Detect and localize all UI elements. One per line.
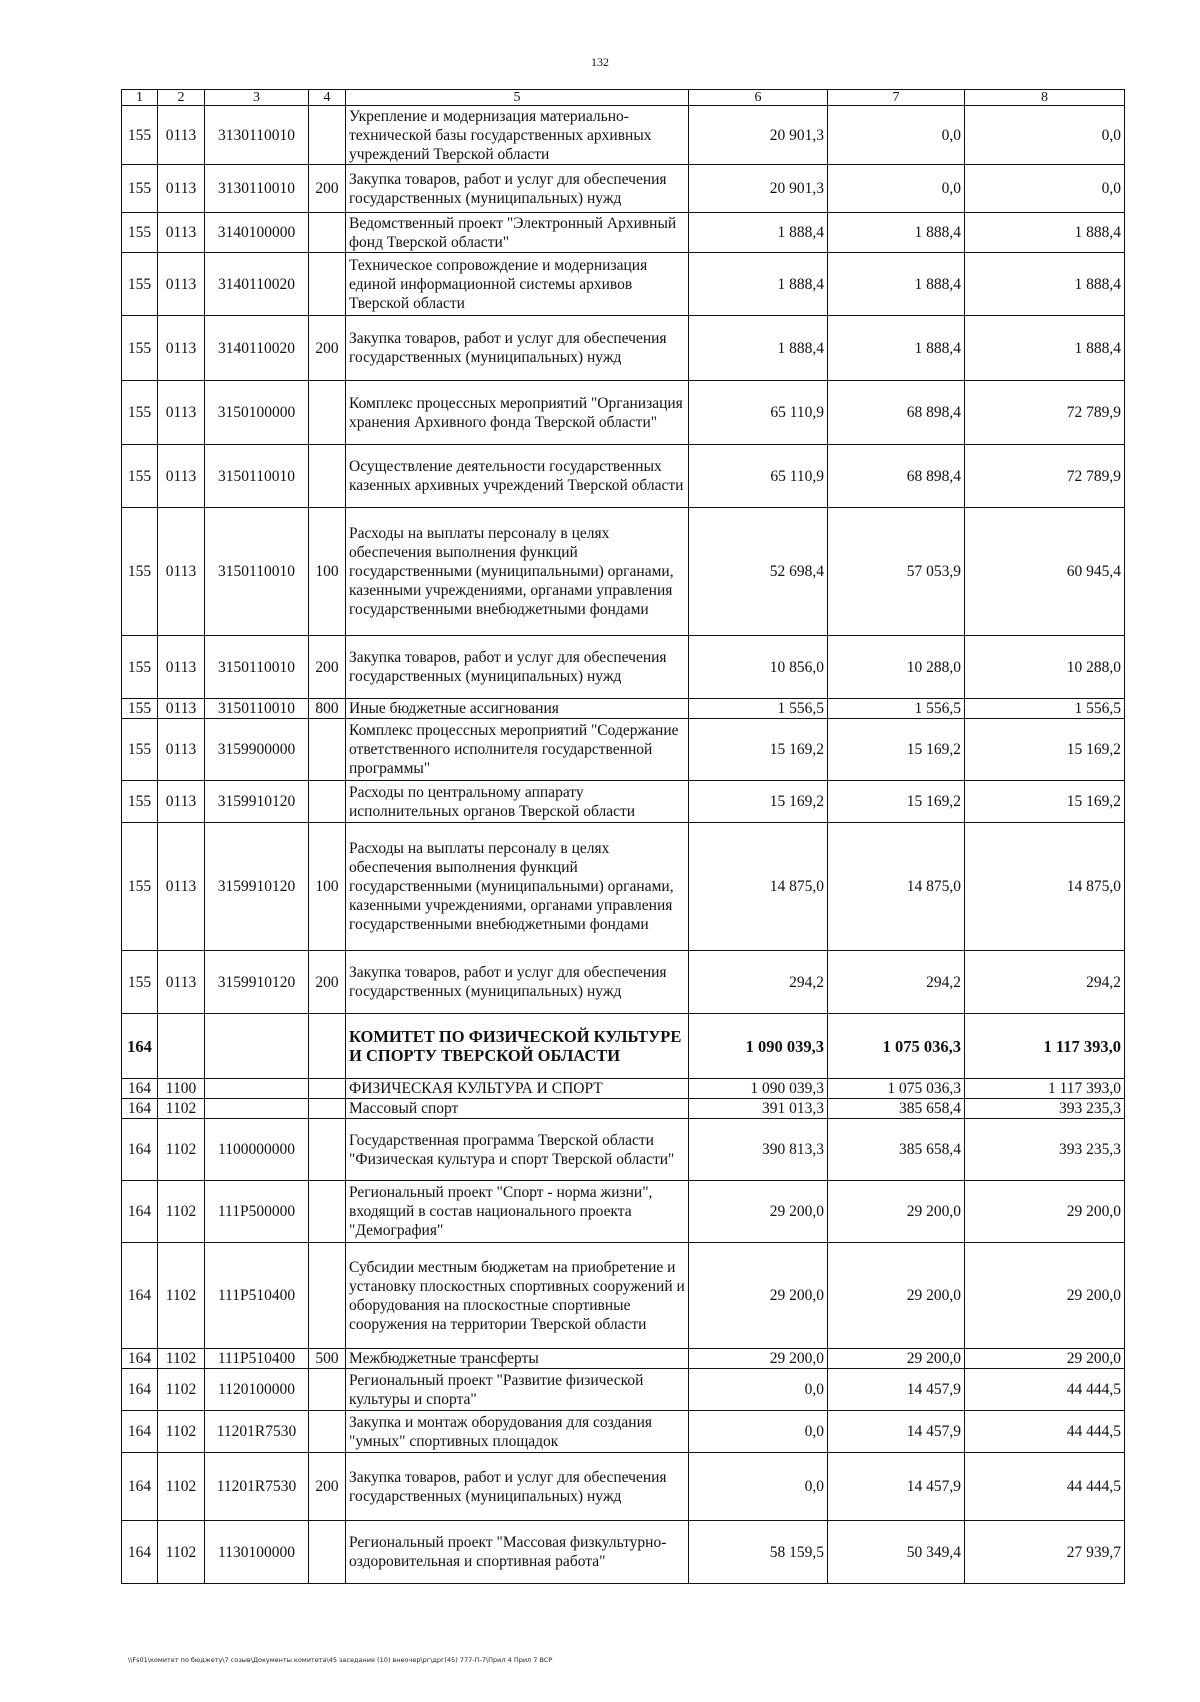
ministry-code-cell: 155 bbox=[122, 316, 158, 381]
amount-year2-cell: 15 169,2 bbox=[828, 781, 965, 823]
expense-type-cell bbox=[309, 1411, 346, 1453]
target-article-cell: 111P510400 bbox=[205, 1349, 309, 1369]
amount-year1-cell: 10 856,0 bbox=[689, 636, 828, 699]
header-cell: 2 bbox=[158, 90, 205, 106]
expense-type-cell: 800 bbox=[309, 699, 346, 719]
section-code-cell: 1102 bbox=[158, 1521, 205, 1584]
description-cell: Субсидии местным бюджетам на приобретение и установку плоскостных спортивных сооружений и оборудования на плоскостные спортивные сооружения на территории Тверской области bbox=[346, 1243, 689, 1349]
table-row bbox=[122, 1411, 1125, 1453]
description-cell: Закупка товаров, работ и услуг для обеспечения государственных (муниципальных) нужд bbox=[346, 1453, 689, 1521]
section-code-cell: 0113 bbox=[158, 165, 205, 213]
description-cell: ФИЗИЧЕСКАЯ КУЛЬТУРА И СПОРТ bbox=[346, 1079, 689, 1099]
table-row bbox=[122, 508, 1125, 636]
table-row bbox=[122, 445, 1125, 508]
section-code-cell: 1102 bbox=[158, 1369, 205, 1411]
ministry-code-cell: 155 bbox=[122, 106, 158, 165]
description-cell: Иные бюджетные ассигнования bbox=[346, 699, 689, 719]
amount-year3-cell: 0,0 bbox=[965, 106, 1125, 165]
ministry-code-cell: 155 bbox=[122, 445, 158, 508]
amount-year1-cell: 294,2 bbox=[689, 951, 828, 1014]
section-code-cell: 0113 bbox=[158, 699, 205, 719]
table-row bbox=[122, 213, 1125, 253]
target-article-cell: 3150110010 bbox=[205, 699, 309, 719]
amount-year3-cell: 1 888,4 bbox=[965, 213, 1125, 253]
target-article-cell bbox=[205, 1079, 309, 1099]
ministry-code-cell: 155 bbox=[122, 213, 158, 253]
table-body bbox=[122, 106, 1125, 1584]
amount-year3-cell: 393 235,3 bbox=[965, 1119, 1125, 1181]
section-code-cell: 1102 bbox=[158, 1243, 205, 1349]
description-cell: Осуществление деятельности государственных казенных архивных учреждений Тверской области bbox=[346, 445, 689, 508]
amount-year2-cell: 14 875,0 bbox=[828, 823, 965, 951]
amount-year1-cell: 65 110,9 bbox=[689, 445, 828, 508]
ministry-code-cell: 155 bbox=[122, 165, 158, 213]
table-row bbox=[122, 1369, 1125, 1411]
expense-type-cell: 200 bbox=[309, 951, 346, 1014]
table-row bbox=[122, 316, 1125, 381]
amount-year1-cell: 15 169,2 bbox=[689, 719, 828, 781]
ministry-code-cell: 164 bbox=[122, 1099, 158, 1119]
ministry-code-cell: 164 bbox=[122, 1521, 158, 1584]
expense-type-cell bbox=[309, 1181, 346, 1243]
amount-year3-cell: 10 288,0 bbox=[965, 636, 1125, 699]
amount-year2-cell: 1 075 036,3 bbox=[828, 1079, 965, 1099]
section-code-cell: 1100 bbox=[158, 1079, 205, 1099]
ministry-code-cell: 164 bbox=[122, 1243, 158, 1349]
ministry-code-cell: 155 bbox=[122, 823, 158, 951]
expense-type-cell bbox=[309, 719, 346, 781]
amount-year2-cell: 1 888,4 bbox=[828, 213, 965, 253]
amount-year2-cell: 1 888,4 bbox=[828, 316, 965, 381]
expense-type-cell: 200 bbox=[309, 165, 346, 213]
expense-type-cell bbox=[309, 1099, 346, 1119]
description-cell: Закупка товаров, работ и услуг для обеспечения государственных (муниципальных) нужд bbox=[346, 165, 689, 213]
header-cell: 7 bbox=[828, 90, 965, 106]
target-article-cell: 11201R7530 bbox=[205, 1411, 309, 1453]
target-article-cell: 111P500000 bbox=[205, 1181, 309, 1243]
section-code-cell: 0113 bbox=[158, 381, 205, 445]
target-article-cell: 3159910120 bbox=[205, 781, 309, 823]
section-code-cell: 1102 bbox=[158, 1411, 205, 1453]
amount-year1-cell: 0,0 bbox=[689, 1411, 828, 1453]
expense-type-cell bbox=[309, 1243, 346, 1349]
description-cell: Массовый спорт bbox=[346, 1099, 689, 1119]
expense-type-cell bbox=[309, 1521, 346, 1584]
section-code-cell: 1102 bbox=[158, 1453, 205, 1521]
amount-year2-cell: 50 349,4 bbox=[828, 1521, 965, 1584]
page-number: 132 bbox=[591, 55, 609, 69]
ministry-code-cell: 155 bbox=[122, 781, 158, 823]
target-article-cell: 3150110010 bbox=[205, 508, 309, 636]
header-cell: 6 bbox=[689, 90, 828, 106]
amount-year2-cell: 68 898,4 bbox=[828, 445, 965, 508]
expense-type-cell: 200 bbox=[309, 636, 346, 699]
amount-year2-cell: 1 888,4 bbox=[828, 253, 965, 316]
section-code-cell: 0113 bbox=[158, 106, 205, 165]
ministry-code-cell: 155 bbox=[122, 699, 158, 719]
amount-year1-cell: 1 888,4 bbox=[689, 253, 828, 316]
table-row bbox=[122, 1119, 1125, 1181]
description-cell: Межбюджетные трансферты bbox=[346, 1349, 689, 1369]
header-cell: 4 bbox=[309, 90, 346, 106]
amount-year2-cell: 29 200,0 bbox=[828, 1243, 965, 1349]
table-row bbox=[122, 823, 1125, 951]
amount-year3-cell: 14 875,0 bbox=[965, 823, 1125, 951]
amount-year3-cell: 15 169,2 bbox=[965, 781, 1125, 823]
expense-type-cell bbox=[309, 253, 346, 316]
target-article-cell: 3130110010 bbox=[205, 106, 309, 165]
description-cell: Комплекс процессных мероприятий "Содержание ответственного исполнителя государственной программы" bbox=[346, 719, 689, 781]
description-cell: Расходы на выплаты персоналу в целях обеспечения выполнения функций государственными (муниципальными) органами, казенными учреждениями, органами управления государственными внебюджетными фондами bbox=[346, 508, 689, 636]
target-article-cell: 3159910120 bbox=[205, 823, 309, 951]
table-row bbox=[122, 699, 1125, 719]
expense-type-cell bbox=[309, 213, 346, 253]
amount-year3-cell: 72 789,9 bbox=[965, 381, 1125, 445]
target-article-cell bbox=[205, 1014, 309, 1079]
ministry-code-cell: 164 bbox=[122, 1119, 158, 1181]
header-cell: 5 bbox=[346, 90, 689, 106]
ministry-code-cell: 164 bbox=[122, 1369, 158, 1411]
amount-year1-cell: 14 875,0 bbox=[689, 823, 828, 951]
section-code-cell: 1102 bbox=[158, 1181, 205, 1243]
amount-year2-cell: 1 556,5 bbox=[828, 699, 965, 719]
expense-type-cell bbox=[309, 1369, 346, 1411]
footer-file-path: \\Fs01\комитет по бюджету\7 созыв\Документы комитета\45 заседание (10) внеочер\рг\дрг(45) 777-П-7\Прил 4 Прил 7 ВСР bbox=[128, 1656, 553, 1664]
amount-year2-cell: 57 053,9 bbox=[828, 508, 965, 636]
amount-year1-cell: 65 110,9 bbox=[689, 381, 828, 445]
description-cell: Ведомственный проект "Электронный Архивный фонд Тверской области" bbox=[346, 213, 689, 253]
expense-type-cell bbox=[309, 1119, 346, 1181]
amount-year1-cell: 390 813,3 bbox=[689, 1119, 828, 1181]
description-cell: Закупка и монтаж оборудования для создания "умных" спортивных площадок bbox=[346, 1411, 689, 1453]
ministry-code-cell: 155 bbox=[122, 636, 158, 699]
amount-year3-cell: 0,0 bbox=[965, 165, 1125, 213]
amount-year3-cell: 1 117 393,0 bbox=[965, 1014, 1125, 1079]
amount-year2-cell: 294,2 bbox=[828, 951, 965, 1014]
description-cell: Закупка товаров, работ и услуг для обеспечения государственных (муниципальных) нужд bbox=[346, 636, 689, 699]
section-code-cell: 0113 bbox=[158, 445, 205, 508]
amount-year3-cell: 1 888,4 bbox=[965, 316, 1125, 381]
amount-year1-cell: 20 901,3 bbox=[689, 106, 828, 165]
amount-year1-cell: 1 090 039,3 bbox=[689, 1079, 828, 1099]
target-article-cell: 3150100000 bbox=[205, 381, 309, 445]
expense-type-cell bbox=[309, 781, 346, 823]
header-cell: 3 bbox=[205, 90, 309, 106]
table-row bbox=[122, 106, 1125, 165]
ministry-code-cell: 155 bbox=[122, 381, 158, 445]
header-cell: 8 bbox=[965, 90, 1125, 106]
amount-year1-cell: 58 159,5 bbox=[689, 1521, 828, 1584]
amount-year2-cell: 29 200,0 bbox=[828, 1181, 965, 1243]
amount-year1-cell: 0,0 bbox=[689, 1453, 828, 1521]
section-code-cell: 0113 bbox=[158, 719, 205, 781]
target-article-cell: 3140100000 bbox=[205, 213, 309, 253]
expense-type-cell bbox=[309, 106, 346, 165]
target-article-cell: 3150110010 bbox=[205, 636, 309, 699]
section-code-cell: 1102 bbox=[158, 1119, 205, 1181]
section-code-cell: 1102 bbox=[158, 1349, 205, 1369]
expense-type-cell: 200 bbox=[309, 316, 346, 381]
description-cell: Государственная программа Тверской области "Физическая культура и спорт Тверской области" bbox=[346, 1119, 689, 1181]
amount-year3-cell: 60 945,4 bbox=[965, 508, 1125, 636]
amount-year1-cell: 20 901,3 bbox=[689, 165, 828, 213]
amount-year2-cell: 1 075 036,3 bbox=[828, 1014, 965, 1079]
table-row bbox=[122, 1079, 1125, 1099]
amount-year2-cell: 10 288,0 bbox=[828, 636, 965, 699]
amount-year2-cell: 385 658,4 bbox=[828, 1099, 965, 1119]
ministry-code-cell: 155 bbox=[122, 508, 158, 636]
amount-year1-cell: 391 013,3 bbox=[689, 1099, 828, 1119]
amount-year3-cell: 29 200,0 bbox=[965, 1181, 1125, 1243]
amount-year2-cell: 14 457,9 bbox=[828, 1369, 965, 1411]
amount-year2-cell: 29 200,0 bbox=[828, 1349, 965, 1369]
expense-type-cell bbox=[309, 1014, 346, 1079]
description-cell: Укрепление и модернизация материально-технической базы государственных архивных учреждений Тверской области bbox=[346, 106, 689, 165]
expense-type-cell: 200 bbox=[309, 1453, 346, 1521]
target-article-cell: 1130100000 bbox=[205, 1521, 309, 1584]
ministry-code-cell: 164 bbox=[122, 1453, 158, 1521]
amount-year3-cell: 27 939,7 bbox=[965, 1521, 1125, 1584]
section-code-cell: 0113 bbox=[158, 781, 205, 823]
description-cell: Региональный проект "Массовая физкультурно-оздоровительная и спортивная работа" bbox=[346, 1521, 689, 1584]
amount-year2-cell: 0,0 bbox=[828, 165, 965, 213]
table-row bbox=[122, 781, 1125, 823]
section-code-cell: 0113 bbox=[158, 253, 205, 316]
amount-year2-cell: 14 457,9 bbox=[828, 1411, 965, 1453]
ministry-code-cell: 164 bbox=[122, 1014, 158, 1079]
amount-year3-cell: 44 444,5 bbox=[965, 1369, 1125, 1411]
table-row bbox=[122, 1453, 1125, 1521]
amount-year3-cell: 29 200,0 bbox=[965, 1349, 1125, 1369]
amount-year3-cell: 44 444,5 bbox=[965, 1453, 1125, 1521]
amount-year1-cell: 0,0 bbox=[689, 1369, 828, 1411]
amount-year2-cell: 385 658,4 bbox=[828, 1119, 965, 1181]
amount-year1-cell: 29 200,0 bbox=[689, 1181, 828, 1243]
amount-year1-cell: 1 556,5 bbox=[689, 699, 828, 719]
table-row bbox=[122, 165, 1125, 213]
amount-year3-cell: 1 117 393,0 bbox=[965, 1079, 1125, 1099]
section-code-cell bbox=[158, 1014, 205, 1079]
amount-year3-cell: 294,2 bbox=[965, 951, 1125, 1014]
description-cell: КОМИТЕТ ПО ФИЗИЧЕСКОЙ КУЛЬТУРЕ И СПОРТУ ТВЕРСКОЙ ОБЛАСТИ bbox=[346, 1014, 689, 1079]
target-article-cell: 11201R7530 bbox=[205, 1453, 309, 1521]
section-code-cell: 1102 bbox=[158, 1099, 205, 1119]
description-cell: Закупка товаров, работ и услуг для обеспечения государственных (муниципальных) нужд bbox=[346, 951, 689, 1014]
ministry-code-cell: 164 bbox=[122, 1079, 158, 1099]
target-article-cell: 3140110020 bbox=[205, 253, 309, 316]
table-row bbox=[122, 1099, 1125, 1119]
table-row bbox=[122, 1349, 1125, 1369]
amount-year2-cell: 15 169,2 bbox=[828, 719, 965, 781]
section-code-cell: 0113 bbox=[158, 508, 205, 636]
description-cell: Региональный проект "Спорт - норма жизни", входящий в состав национального проекта "Демография" bbox=[346, 1181, 689, 1243]
amount-year3-cell: 44 444,5 bbox=[965, 1411, 1125, 1453]
description-cell: Расходы по центральному аппарату исполнительных органов Тверской области bbox=[346, 781, 689, 823]
ministry-code-cell: 155 bbox=[122, 951, 158, 1014]
table-row bbox=[122, 1243, 1125, 1349]
amount-year1-cell: 15 169,2 bbox=[689, 781, 828, 823]
target-article-cell: 3159900000 bbox=[205, 719, 309, 781]
amount-year1-cell: 29 200,0 bbox=[689, 1349, 828, 1369]
description-cell: Расходы на выплаты персоналу в целях обеспечения выполнения функций государственными (муниципальными) органами, казенными учреждениями, органами управления государственными внебюджетными фондами bbox=[346, 823, 689, 951]
description-cell: Комплекс процессных мероприятий "Организация хранения Архивного фонда Тверской области" bbox=[346, 381, 689, 445]
amount-year2-cell: 68 898,4 bbox=[828, 381, 965, 445]
amount-year3-cell: 393 235,3 bbox=[965, 1099, 1125, 1119]
target-article-cell: 3159910120 bbox=[205, 951, 309, 1014]
ministry-code-cell: 164 bbox=[122, 1411, 158, 1453]
expense-type-cell bbox=[309, 1079, 346, 1099]
amount-year3-cell: 72 789,9 bbox=[965, 445, 1125, 508]
amount-year3-cell: 1 888,4 bbox=[965, 253, 1125, 316]
description-cell: Региональный проект "Развитие физической культуры и спорта" bbox=[346, 1369, 689, 1411]
amount-year1-cell: 1 888,4 bbox=[689, 213, 828, 253]
target-article-cell: 3150110010 bbox=[205, 445, 309, 508]
section-code-cell: 0113 bbox=[158, 636, 205, 699]
target-article-cell: 3130110010 bbox=[205, 165, 309, 213]
ministry-code-cell: 164 bbox=[122, 1181, 158, 1243]
header-row bbox=[122, 90, 1125, 106]
target-article-cell: 111P510400 bbox=[205, 1243, 309, 1349]
expense-type-cell bbox=[309, 381, 346, 445]
table-row bbox=[122, 636, 1125, 699]
header-cell: 1 bbox=[122, 90, 158, 106]
section-code-cell: 0113 bbox=[158, 316, 205, 381]
description-cell: Закупка товаров, работ и услуг для обеспечения государственных (муниципальных) нужд bbox=[346, 316, 689, 381]
amount-year1-cell: 1 090 039,3 bbox=[689, 1014, 828, 1079]
table-row bbox=[122, 381, 1125, 445]
expense-type-cell bbox=[309, 445, 346, 508]
expense-type-cell: 500 bbox=[309, 1349, 346, 1369]
ministry-code-cell: 155 bbox=[122, 253, 158, 316]
amount-year3-cell: 15 169,2 bbox=[965, 719, 1125, 781]
target-article-cell: 1100000000 bbox=[205, 1119, 309, 1181]
amount-year3-cell: 29 200,0 bbox=[965, 1243, 1125, 1349]
expense-type-cell: 100 bbox=[309, 823, 346, 951]
amount-year3-cell: 1 556,5 bbox=[965, 699, 1125, 719]
ministry-code-cell: 155 bbox=[122, 719, 158, 781]
target-article-cell: 3140110020 bbox=[205, 316, 309, 381]
budget-table bbox=[121, 89, 1125, 1584]
target-article-cell: 1120100000 bbox=[205, 1369, 309, 1411]
section-code-cell: 0113 bbox=[158, 823, 205, 951]
amount-year1-cell: 52 698,4 bbox=[689, 508, 828, 636]
table-row bbox=[122, 1014, 1125, 1079]
section-code-cell: 0113 bbox=[158, 213, 205, 253]
table-row bbox=[122, 951, 1125, 1014]
table-row bbox=[122, 253, 1125, 316]
amount-year1-cell: 29 200,0 bbox=[689, 1243, 828, 1349]
ministry-code-cell: 164 bbox=[122, 1349, 158, 1369]
amount-year2-cell: 0,0 bbox=[828, 106, 965, 165]
section-code-cell: 0113 bbox=[158, 951, 205, 1014]
table-row bbox=[122, 1181, 1125, 1243]
amount-year1-cell: 1 888,4 bbox=[689, 316, 828, 381]
table-row bbox=[122, 1521, 1125, 1584]
expense-type-cell: 100 bbox=[309, 508, 346, 636]
target-article-cell bbox=[205, 1099, 309, 1119]
amount-year2-cell: 14 457,9 bbox=[828, 1453, 965, 1521]
description-cell: Техническое сопровождение и модернизация единой информационной системы архивов Тверской области bbox=[346, 253, 689, 316]
table-row bbox=[122, 719, 1125, 781]
